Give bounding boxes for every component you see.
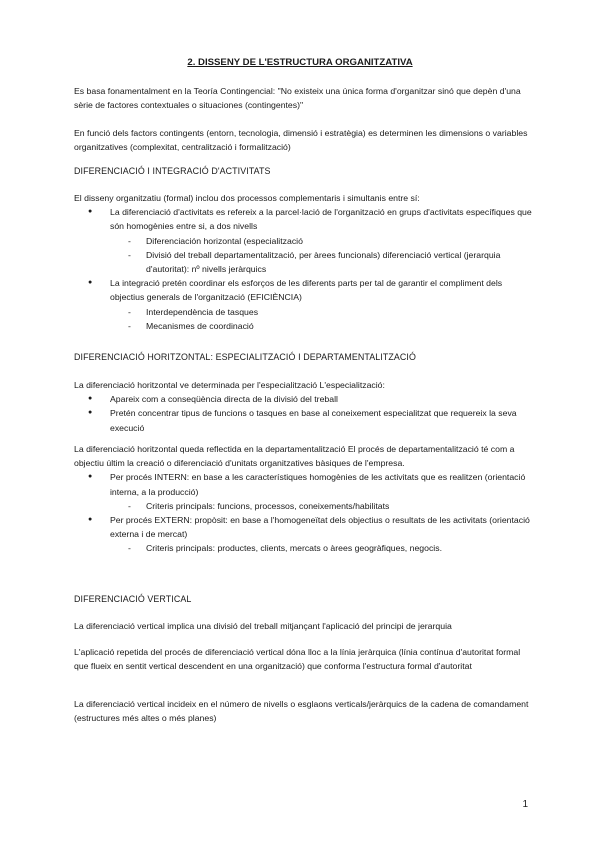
intro-paragraph-2	[74, 126, 534, 154]
sub-list-item	[110, 248, 534, 276]
sub-item-text: Divisió del treball departamentalització, per àrees funcionals) diferenciació vertical (jerarquia d'autoritat): nº nivells jeràrquics	[146, 249, 501, 275]
section3-text-2: L'aplicació repetida del procés de diferenciació vertical dóna lloc a la línia jeràrquica (línia contínua d'autoritat formal que flueix en sentit vertical descendent en una organització) que conforma l'estructura formal d'autoritat	[74, 647, 521, 672]
section3-text-1: La diferenciació vertical implica una divisió del treball mitjançant l'aplicació del principi de jerarquia	[74, 621, 452, 631]
section1-body	[74, 191, 534, 333]
section2-lead: La diferenciació horitzontal ve determinada per l'especialització L'especialització:	[74, 380, 385, 390]
sub-item-text: Mecanismes de coordinació	[146, 320, 254, 331]
section3-text-3: La diferenciació vertical incideix en el número de nivells o esglaons verticals/jeràrquics de la cadena de comandament (estructures més altes o més planes)	[74, 699, 529, 724]
sub-item-text: Criteris principals: productes, clients, mercats o àrees geogràfiques, negocis.	[146, 543, 442, 554]
section-heading: DIFERENCIACIÓ VERTICAL	[74, 594, 192, 604]
section-heading: DIFERENCIACIÓ I INTEGRACIÓ D'ACTIVITATS	[74, 166, 271, 176]
section-differentiation-integration	[74, 164, 534, 178]
list-item-text: La integració pretén coordinar els esforços de les diferents parts per tal de garantir el compliment dels objectius generals de l'organització (EFICIÈNCIA)	[110, 278, 503, 303]
list-item	[74, 406, 534, 434]
list-item	[74, 392, 534, 406]
sub-list	[110, 499, 534, 513]
intro-text-1: Es basa fonamentalment en la Teoría Contingencial: "No existeix una única forma d'organitzar sinó que depèn d'una sèrie de factores contextuales o situaciones (contingentes)"	[74, 86, 521, 111]
list-item-text: Per procés INTERN: en base a les característiques homogènies de les activitats que es realitzen (orientació interna, a la producció)	[110, 472, 526, 497]
section-vertical-differentiation	[74, 592, 534, 606]
sub-item-text: Criteris principals: funcions, processos, coneixements/habilitats	[146, 500, 390, 511]
list-item	[74, 276, 534, 333]
section2-paragraph: La diferenciació horitzontal queda reflectida en la departamentalització El procés de departamentalització té com a objectiu últim la creació o diferenciació d'unitats organitzatives bàsiques de l'empresa.	[74, 444, 515, 469]
section-horizontal-differentiation	[74, 350, 534, 364]
sub-list-item	[110, 499, 534, 513]
sub-item-text: Diferenciación horizontal (especialització	[146, 235, 303, 246]
sub-list	[110, 305, 534, 333]
sub-list-item	[110, 305, 534, 319]
sub-list-item	[110, 234, 534, 248]
list-item-text: Per procés EXTERN: propòsit: en base a l'homogeneïtat dels objectius o resultats de les activitats (orientació externa i de mercat)	[110, 515, 530, 540]
sub-list	[110, 234, 534, 277]
section-heading: DIFERENCIACIÓ HORITZONTAL: ESPECIALITZACIÓ I DEPARTAMENTALITZACIÓ	[74, 352, 416, 362]
section2-departmentalization	[74, 442, 534, 556]
sub-list-item	[110, 541, 534, 555]
document-title: 2. DISSENY DE L'ESTRUCTURA ORGANITZATIVA	[187, 57, 413, 68]
sub-list-item	[110, 319, 534, 333]
list-item-text: Apareix com a conseqüència directa de la divisió del treball	[110, 394, 338, 405]
section3-paragraph-2	[74, 645, 534, 673]
intro-paragraph-1	[74, 84, 534, 112]
bullet-list	[74, 392, 534, 435]
list-item	[74, 470, 534, 513]
list-item-text: Pretén concentrar tipus de funcions o tasques en base al coneixement especialitzat que requereix la seva execució	[110, 408, 517, 433]
list-item-text: La diferenciació d'activitats es refereix a la parcel·lació de l'organització en grups d'activitats específiques que són homogènies entre si, a dos nivells	[110, 207, 532, 232]
section1-lead: El disseny organitzatiu (formal) inclou dos processos complementaris i simultanis entre sí:	[74, 193, 420, 203]
list-item	[74, 205, 534, 276]
section3-paragraph-1	[74, 619, 534, 633]
bullet-list	[74, 470, 534, 555]
section3-paragraph-3	[74, 697, 534, 725]
intro-text-2: En funció dels factors contingents (entorn, tecnologia, dimensió i estratègia) es determinen les dimensions o variables organitzatives (complexitat, centralització i formalització)	[74, 128, 528, 153]
bullet-list	[74, 205, 534, 333]
sub-list	[110, 541, 534, 555]
page-number: 1	[522, 799, 528, 810]
list-item	[74, 513, 534, 556]
section2-body	[74, 378, 534, 435]
sub-item-text: Interdependència de tasques	[146, 306, 259, 317]
